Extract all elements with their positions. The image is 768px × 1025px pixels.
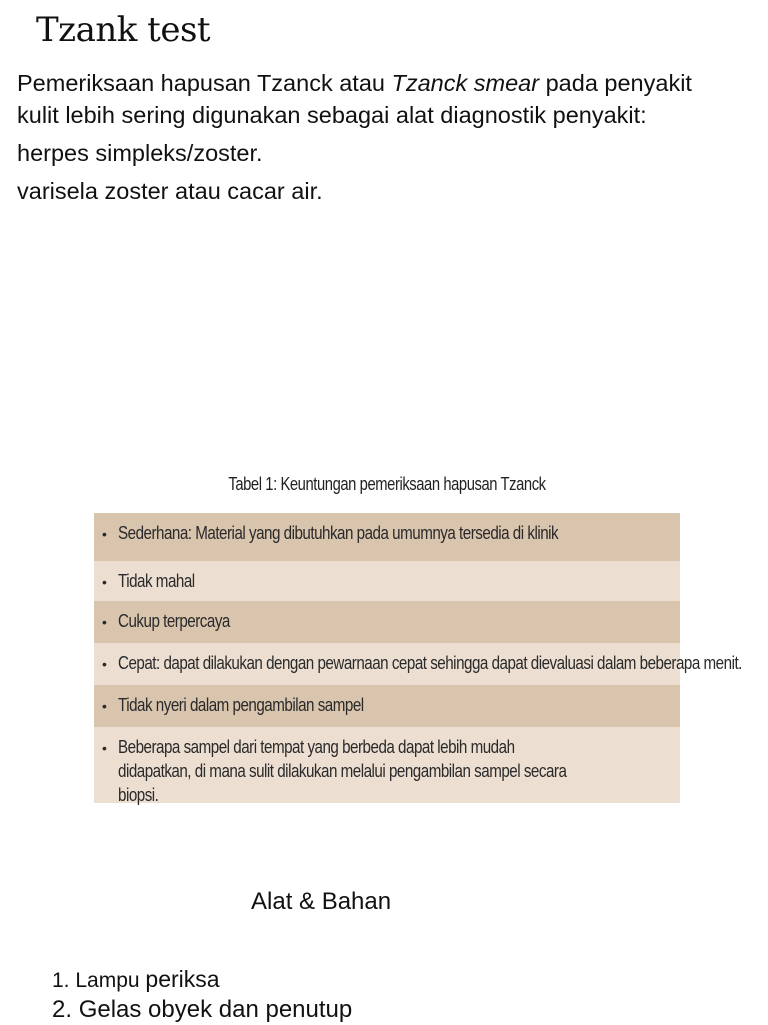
bullet-icon: • — [102, 698, 107, 714]
table-row-text: Cukup terpercaya — [118, 610, 230, 631]
table-row — [94, 643, 742, 685]
table-row — [94, 601, 680, 643]
table-row — [94, 561, 680, 601]
bullet-icon: • — [102, 526, 107, 542]
bullet-icon: • — [102, 614, 107, 630]
table-row — [94, 685, 680, 727]
bullet-icon: • — [102, 574, 107, 590]
section-heading: Alat & Bahan — [251, 888, 392, 915]
list-item — [52, 965, 352, 995]
table-row-text: Tidak mahal — [118, 570, 195, 591]
table-row-text: Beberapa sampel dari tempat yang berbeda dapat lebih mudah didapatkan, di mana sulit dilakukan melalui pengambilan sampel secara biopsi. — [118, 736, 567, 805]
table-title: Tabel 1: Keuntungan pemeriksaan hapusan Tzanck — [228, 474, 546, 494]
list-item-text: periksa — [145, 966, 220, 992]
table-row — [94, 513, 680, 561]
intro-paragraph — [17, 67, 737, 131]
table-row — [94, 727, 680, 803]
list-item-number: 1. — [52, 969, 70, 992]
equipment-list — [52, 965, 352, 1025]
intro-italic-term: Tzanck smear — [391, 70, 540, 96]
bullet-icon: • — [102, 656, 107, 672]
intro-text-part: pada penyakit kulit lebih sering digunakan sebagai alat diagnostik penyakit: — [17, 70, 692, 128]
bullet-icon: • — [102, 740, 107, 756]
list-item-number: 2. — [52, 996, 73, 1023]
list-item-text: Lampu — [75, 969, 140, 992]
table-row-text: Sederhana: Material yang dibutuhkan pada umumnya tersedia di klinik — [118, 522, 559, 543]
advantages-table — [94, 513, 742, 805]
table-row-text: Tidak nyeri dalam pengambilan sampel — [118, 694, 364, 715]
disease-item: varisela zoster atau cacar air. — [17, 178, 323, 204]
list-item-text: Gelas obyek dan penutup — [78, 996, 353, 1023]
page-title: Tzank test — [36, 10, 211, 50]
intro-text-part: Pemeriksaan hapusan Tzanck atau — [17, 70, 392, 96]
disease-item: herpes simpleks/zoster. — [17, 140, 263, 166]
table-row-text: Cepat: dapat dilakukan dengan pewarnaan cepat sehingga dapat dievaluasi dalam beberapa menit. — [118, 652, 742, 673]
intro-text — [17, 67, 737, 207]
list-item — [52, 995, 352, 1025]
